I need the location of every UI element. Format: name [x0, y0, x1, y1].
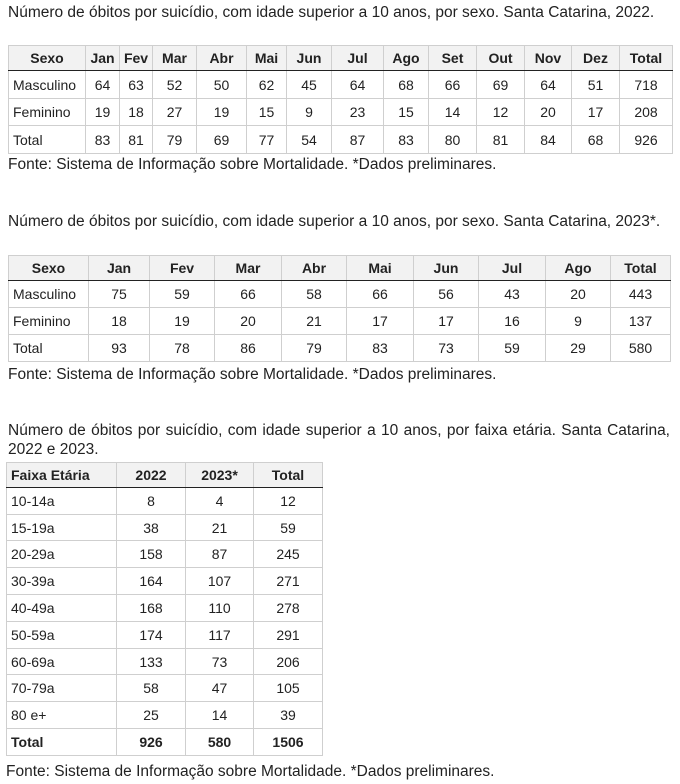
table-cell: 87	[332, 126, 384, 154]
table-row	[7, 488, 323, 515]
table-cell: 20	[546, 281, 611, 308]
table-row	[7, 729, 323, 756]
table-row	[9, 99, 673, 126]
table3-caption: Número de óbitos por suicídio, com idade superior a 10 anos, por faixa etária. Santa Catarina, 2022 e 2023.	[8, 422, 670, 458]
table2-header-jul: Jul	[479, 256, 546, 281]
table2-header-sexo: Sexo	[9, 256, 89, 281]
table-cell: 66	[347, 281, 414, 308]
row-label: 80 e+	[7, 702, 117, 729]
table-cell: 58	[117, 675, 186, 702]
table-row	[7, 649, 323, 675]
table-2023-by-sex	[8, 255, 671, 362]
table-cell: 271	[254, 568, 323, 595]
table-cell: 245	[254, 541, 323, 568]
table-row	[7, 702, 323, 729]
table-row	[7, 675, 323, 702]
table-cell: 78	[150, 335, 215, 362]
table-cell: 59	[479, 335, 546, 362]
table3-header-2023: 2023*	[186, 463, 254, 488]
row-label: Feminino	[9, 308, 89, 335]
table-cell: 29	[546, 335, 611, 362]
table-cell: 68	[572, 126, 620, 154]
table-cell: 21	[282, 308, 347, 335]
row-label: 40-49a	[7, 595, 117, 622]
table-cell: 73	[186, 649, 254, 675]
table-cell: 58	[282, 281, 347, 308]
table-cell: 14	[186, 702, 254, 729]
row-label: Total	[7, 729, 117, 756]
table-cell: 79	[153, 126, 197, 154]
table-cell: 59	[150, 281, 215, 308]
table2-header-abr: Abr	[282, 256, 347, 281]
table-row	[7, 541, 323, 568]
table-cell: 208	[620, 99, 673, 126]
table-cell: 73	[414, 335, 479, 362]
table-cell: 4	[186, 488, 254, 515]
table1-header-sexo: Sexo	[9, 46, 86, 71]
table-cell: 133	[117, 649, 186, 675]
table-cell: 8	[117, 488, 186, 515]
table-cell: 158	[117, 541, 186, 568]
table-cell: 278	[254, 595, 323, 622]
table1-header-set: Set	[429, 46, 477, 71]
table-cell: 64	[525, 71, 572, 99]
table-row	[9, 308, 671, 335]
table-row	[9, 281, 671, 308]
table1-header-jan: Jan	[86, 46, 120, 71]
table-cell: 54	[287, 126, 332, 154]
table-cell: 87	[186, 541, 254, 568]
table-cell: 83	[384, 126, 429, 154]
section-2022-by-sex	[8, 3, 670, 22]
table-cell: 66	[215, 281, 282, 308]
table-cell: 926	[620, 126, 673, 154]
table-cell: 69	[477, 71, 525, 99]
table-row	[7, 515, 323, 541]
table-cell: 18	[89, 308, 150, 335]
row-label: 50-59a	[7, 622, 117, 649]
row-label: Total	[9, 126, 86, 154]
table-row	[9, 71, 673, 99]
table-cell: 23	[332, 99, 384, 126]
table-cell: 21	[186, 515, 254, 541]
table3-header-total: Total	[254, 463, 323, 488]
table-cell: 50	[197, 71, 247, 99]
table-cell: 19	[150, 308, 215, 335]
table-cell: 64	[332, 71, 384, 99]
table-cell: 62	[247, 71, 287, 99]
table-cell: 117	[186, 622, 254, 649]
table-row	[9, 335, 671, 362]
table1-header-ago: Ago	[384, 46, 429, 71]
table-cell: 12	[254, 488, 323, 515]
table-cell: 59	[254, 515, 323, 541]
table-cell: 107	[186, 568, 254, 595]
table3-header-faixa-etaria: Faixa Etária	[7, 463, 117, 488]
table-cell: 45	[287, 71, 332, 99]
table2-header-mai: Mai	[347, 256, 414, 281]
table-cell: 81	[120, 126, 153, 154]
table-cell: 68	[384, 71, 429, 99]
row-label: 20-29a	[7, 541, 117, 568]
table-cell: 20	[525, 99, 572, 126]
table-cell: 79	[282, 335, 347, 362]
table-cell: 206	[254, 649, 323, 675]
table-cell: 105	[254, 675, 323, 702]
table-cell: 9	[546, 308, 611, 335]
table-cell: 174	[117, 622, 186, 649]
table-cell: 86	[215, 335, 282, 362]
table2-caption: Número de óbitos por suicídio, com idade superior a 10 anos, por sexo. Santa Catarina, 2023*.	[8, 213, 661, 230]
table2-header-jan: Jan	[89, 256, 150, 281]
table2-header-total: Total	[611, 256, 671, 281]
row-label: Total	[9, 335, 89, 362]
table1-source: Fonte: Sistema de Informação sobre Mortalidade. *Dados preliminares.	[8, 156, 497, 173]
table2-source: Fonte: Sistema de Informação sobre Mortalidade. *Dados preliminares.	[8, 366, 497, 383]
section-2023-by-sex	[8, 212, 670, 231]
table-cell: 137	[611, 308, 671, 335]
row-label: 15-19a	[7, 515, 117, 541]
row-label: 70-79a	[7, 675, 117, 702]
table-cell: 18	[120, 99, 153, 126]
table-row	[7, 595, 323, 622]
table-cell: 15	[384, 99, 429, 126]
row-label: Feminino	[9, 99, 86, 126]
table2-header-jun: Jun	[414, 256, 479, 281]
table-cell: 20	[215, 308, 282, 335]
table-cell: 77	[247, 126, 287, 154]
table-cell: 39	[254, 702, 323, 729]
table-cell: 75	[89, 281, 150, 308]
table-by-age-group	[6, 462, 323, 756]
table-cell: 926	[117, 729, 186, 756]
table1-header-mar: Mar	[153, 46, 197, 71]
table-cell: 93	[89, 335, 150, 362]
table-cell: 443	[611, 281, 671, 308]
table-cell: 83	[347, 335, 414, 362]
table-cell: 47	[186, 675, 254, 702]
table-cell: 718	[620, 71, 673, 99]
table-cell: 84	[525, 126, 572, 154]
row-label: 10-14a	[7, 488, 117, 515]
table-cell: 64	[86, 71, 120, 99]
table-cell: 168	[117, 595, 186, 622]
table-2022-by-sex	[8, 45, 673, 154]
table1-header-mai: Mai	[247, 46, 287, 71]
table-cell: 580	[186, 729, 254, 756]
table1-header-fev: Fev	[120, 46, 153, 71]
table-cell: 9	[287, 99, 332, 126]
table-cell: 25	[117, 702, 186, 729]
row-label: Masculino	[9, 281, 89, 308]
section-by-age	[8, 421, 670, 459]
table-cell: 51	[572, 71, 620, 99]
table-cell: 580	[611, 335, 671, 362]
table-cell: 1506	[254, 729, 323, 756]
table1-header-total: Total	[620, 46, 673, 71]
table1-header-jun: Jun	[287, 46, 332, 71]
table-cell: 83	[86, 126, 120, 154]
table-cell: 43	[479, 281, 546, 308]
table-row	[7, 622, 323, 649]
table-cell: 17	[572, 99, 620, 126]
table-cell: 27	[153, 99, 197, 126]
row-label: Masculino	[9, 71, 86, 99]
table-row	[7, 568, 323, 595]
table-cell: 110	[186, 595, 254, 622]
table-cell: 17	[347, 308, 414, 335]
table-cell: 291	[254, 622, 323, 649]
row-label: 30-39a	[7, 568, 117, 595]
table1-header-abr: Abr	[197, 46, 247, 71]
table-cell: 19	[197, 99, 247, 126]
table2-header-mar: Mar	[215, 256, 282, 281]
table3-header-2022: 2022	[117, 463, 186, 488]
table1-header-nov: Nov	[525, 46, 572, 71]
table2-header-ago: Ago	[546, 256, 611, 281]
table1-header-jul: Jul	[332, 46, 384, 71]
table-cell: 69	[197, 126, 247, 154]
table-cell: 80	[429, 126, 477, 154]
table-cell: 66	[429, 71, 477, 99]
table-cell: 12	[477, 99, 525, 126]
table-cell: 16	[479, 308, 546, 335]
table-cell: 81	[477, 126, 525, 154]
table-cell: 17	[414, 308, 479, 335]
table-cell: 164	[117, 568, 186, 595]
table1-header-out: Out	[477, 46, 525, 71]
table-cell: 52	[153, 71, 197, 99]
table-row	[9, 126, 673, 154]
table-cell: 15	[247, 99, 287, 126]
table2-header-fev: Fev	[150, 256, 215, 281]
table3-source: Fonte: Sistema de Informação sobre Mortalidade. *Dados preliminares.	[6, 763, 495, 780]
table1-header-dez: Dez	[572, 46, 620, 71]
table-cell: 56	[414, 281, 479, 308]
row-label: 60-69a	[7, 649, 117, 675]
table1-caption: Número de óbitos por suicídio, com idade superior a 10 anos, por sexo. Santa Catarina, 2022.	[8, 4, 655, 21]
table-cell: 19	[86, 99, 120, 126]
table-cell: 38	[117, 515, 186, 541]
table-cell: 63	[120, 71, 153, 99]
table-cell: 14	[429, 99, 477, 126]
